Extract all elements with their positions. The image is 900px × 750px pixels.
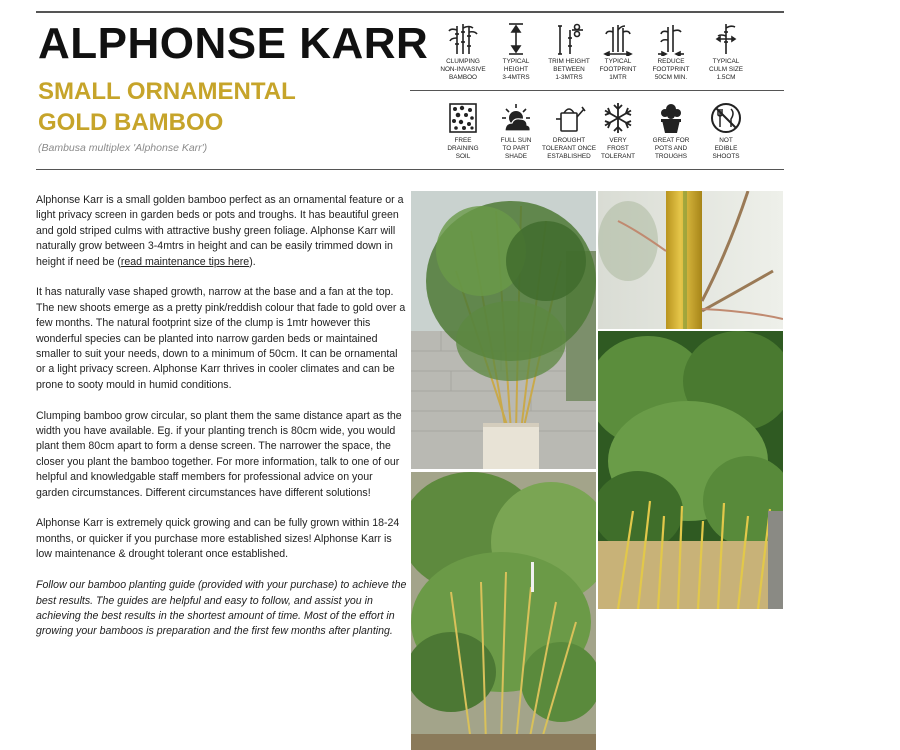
photo-foliage xyxy=(598,331,783,609)
feature-caption: TYPICAL CULM SIZE 1.5CM xyxy=(708,58,744,81)
feature-caption: FULL SUN TO PART SHADE xyxy=(500,137,532,160)
feature-caption: REDUCE FOOTPRINT 50CM MIN. xyxy=(652,58,690,81)
feature-caption: NOT EDIBLE SHOOTS xyxy=(712,137,740,160)
feature-caption: FREE DRAINING SOIL xyxy=(447,137,479,160)
description-paragraph-2: It has naturally vase shaped growth, narrow at the base and a fan at the top. The new shoots emerge as a pretty pink/reddish colour that fade to gold over a few months. The natural footprint size of the clump is 1mtr however this wonderful species can be planted into narrow garden beds or maintained smaller to suit your needs, down to a minimum of 50cm. It can be ornamental or a light privacy screen. Alphonse Karr thrives in cooler climates and can be prone to sooty mould in humid conditions. xyxy=(36,286,406,391)
snowflake-icon xyxy=(601,101,635,135)
botanical-name: (Bambusa multiplex 'Alphonse Karr') xyxy=(38,142,208,154)
subtitle-line-2: GOLD BAMBOO xyxy=(38,109,224,136)
culm-size-icon xyxy=(709,22,743,56)
product-title: ALPHONSE KARR xyxy=(38,19,429,68)
feature-caption: DROUGHT TOLERANT ONCE ESTABLISHED xyxy=(541,137,597,160)
sun-shade-icon xyxy=(499,101,533,135)
draining-soil-icon xyxy=(446,101,480,135)
reduce-footprint-icon xyxy=(654,22,688,56)
description-paragraph-1: Alphonse Karr is a small golden bamboo perfect as an ornamental feature or a light privacy screen in garden beds or pots and troughs. It has beautiful green and gold striped culms with attractive bushy green foliage. Alphonse Karr will naturally grow between 3-4mtrs in height and can be easily trimmed down in height if need be (read maintenance tips here). xyxy=(36,194,404,268)
watering-can-icon xyxy=(552,101,586,135)
feature-caption: TRIM HEIGHT BETWEEN 1-3MTRS xyxy=(548,58,590,81)
subtitle-line-1: SMALL ORNAMENTAL xyxy=(38,78,296,105)
maintenance-tips-link[interactable]: read maintenance tips here xyxy=(120,255,250,268)
feature-caption: GREAT FOR POTS AND TROUGHS xyxy=(652,137,690,160)
photo-culm-closeup xyxy=(598,191,783,329)
feature-not-edible xyxy=(695,101,757,161)
not-edible-icon xyxy=(709,101,743,135)
height-icon xyxy=(499,22,533,56)
icons-divider xyxy=(410,90,784,91)
clumping-bamboo-icon xyxy=(446,22,480,56)
feature-caption: CLUMPING NON-INVASIVE BAMBOO xyxy=(440,58,486,81)
feature-caption: TYPICAL HEIGHT 3-4MTRS xyxy=(502,58,530,81)
header-divider xyxy=(36,169,784,170)
planting-guide-note: Follow our bamboo planting guide (provided with your purchase) to achieve the best results. The guides are helpful and easy to follow, and assist you in achieving the best results in the shortest amount of time. Most of the effort in growing your bamboos is preparation and the first few months after planting. xyxy=(36,579,407,638)
feature-culm-size xyxy=(695,22,757,82)
feature-caption: VERY FROST TOLERANT xyxy=(601,137,635,160)
pot-icon xyxy=(654,101,688,135)
photo-bamboo-in-planter xyxy=(411,191,596,469)
description-paragraph-3: Clumping bamboo grow circular, so plant them the same distance apart as the width you have available. Eg. if your planting trench is 80cm wide, you would plant them 80cm apart to form a dense screen. The narrower the space, the closer you plant the bamboo together. For more information, talk to one of our helpful and knowledgable staff members for professional advice on your garden circumstances. Different circumstances have different solutions! xyxy=(36,409,402,499)
feature-pots-troughs xyxy=(640,101,702,161)
product-subtitle xyxy=(38,76,296,138)
trim-height-icon xyxy=(552,22,586,56)
photo-garden-clump xyxy=(411,472,596,750)
footprint-icon xyxy=(601,22,635,56)
feature-reduce-footprint xyxy=(640,22,702,82)
feature-caption: TYPICAL FOOTPRINT 1MTR xyxy=(599,58,637,81)
product-description xyxy=(36,193,408,655)
description-paragraph-4: Alphonse Karr is extremely quick growing and can be fully grown within 18-24 months, or quicker if you purchase more established sizes! Alphonse Karr is low maintenance & drought tolerant once established. xyxy=(36,517,400,561)
top-divider xyxy=(36,11,784,13)
